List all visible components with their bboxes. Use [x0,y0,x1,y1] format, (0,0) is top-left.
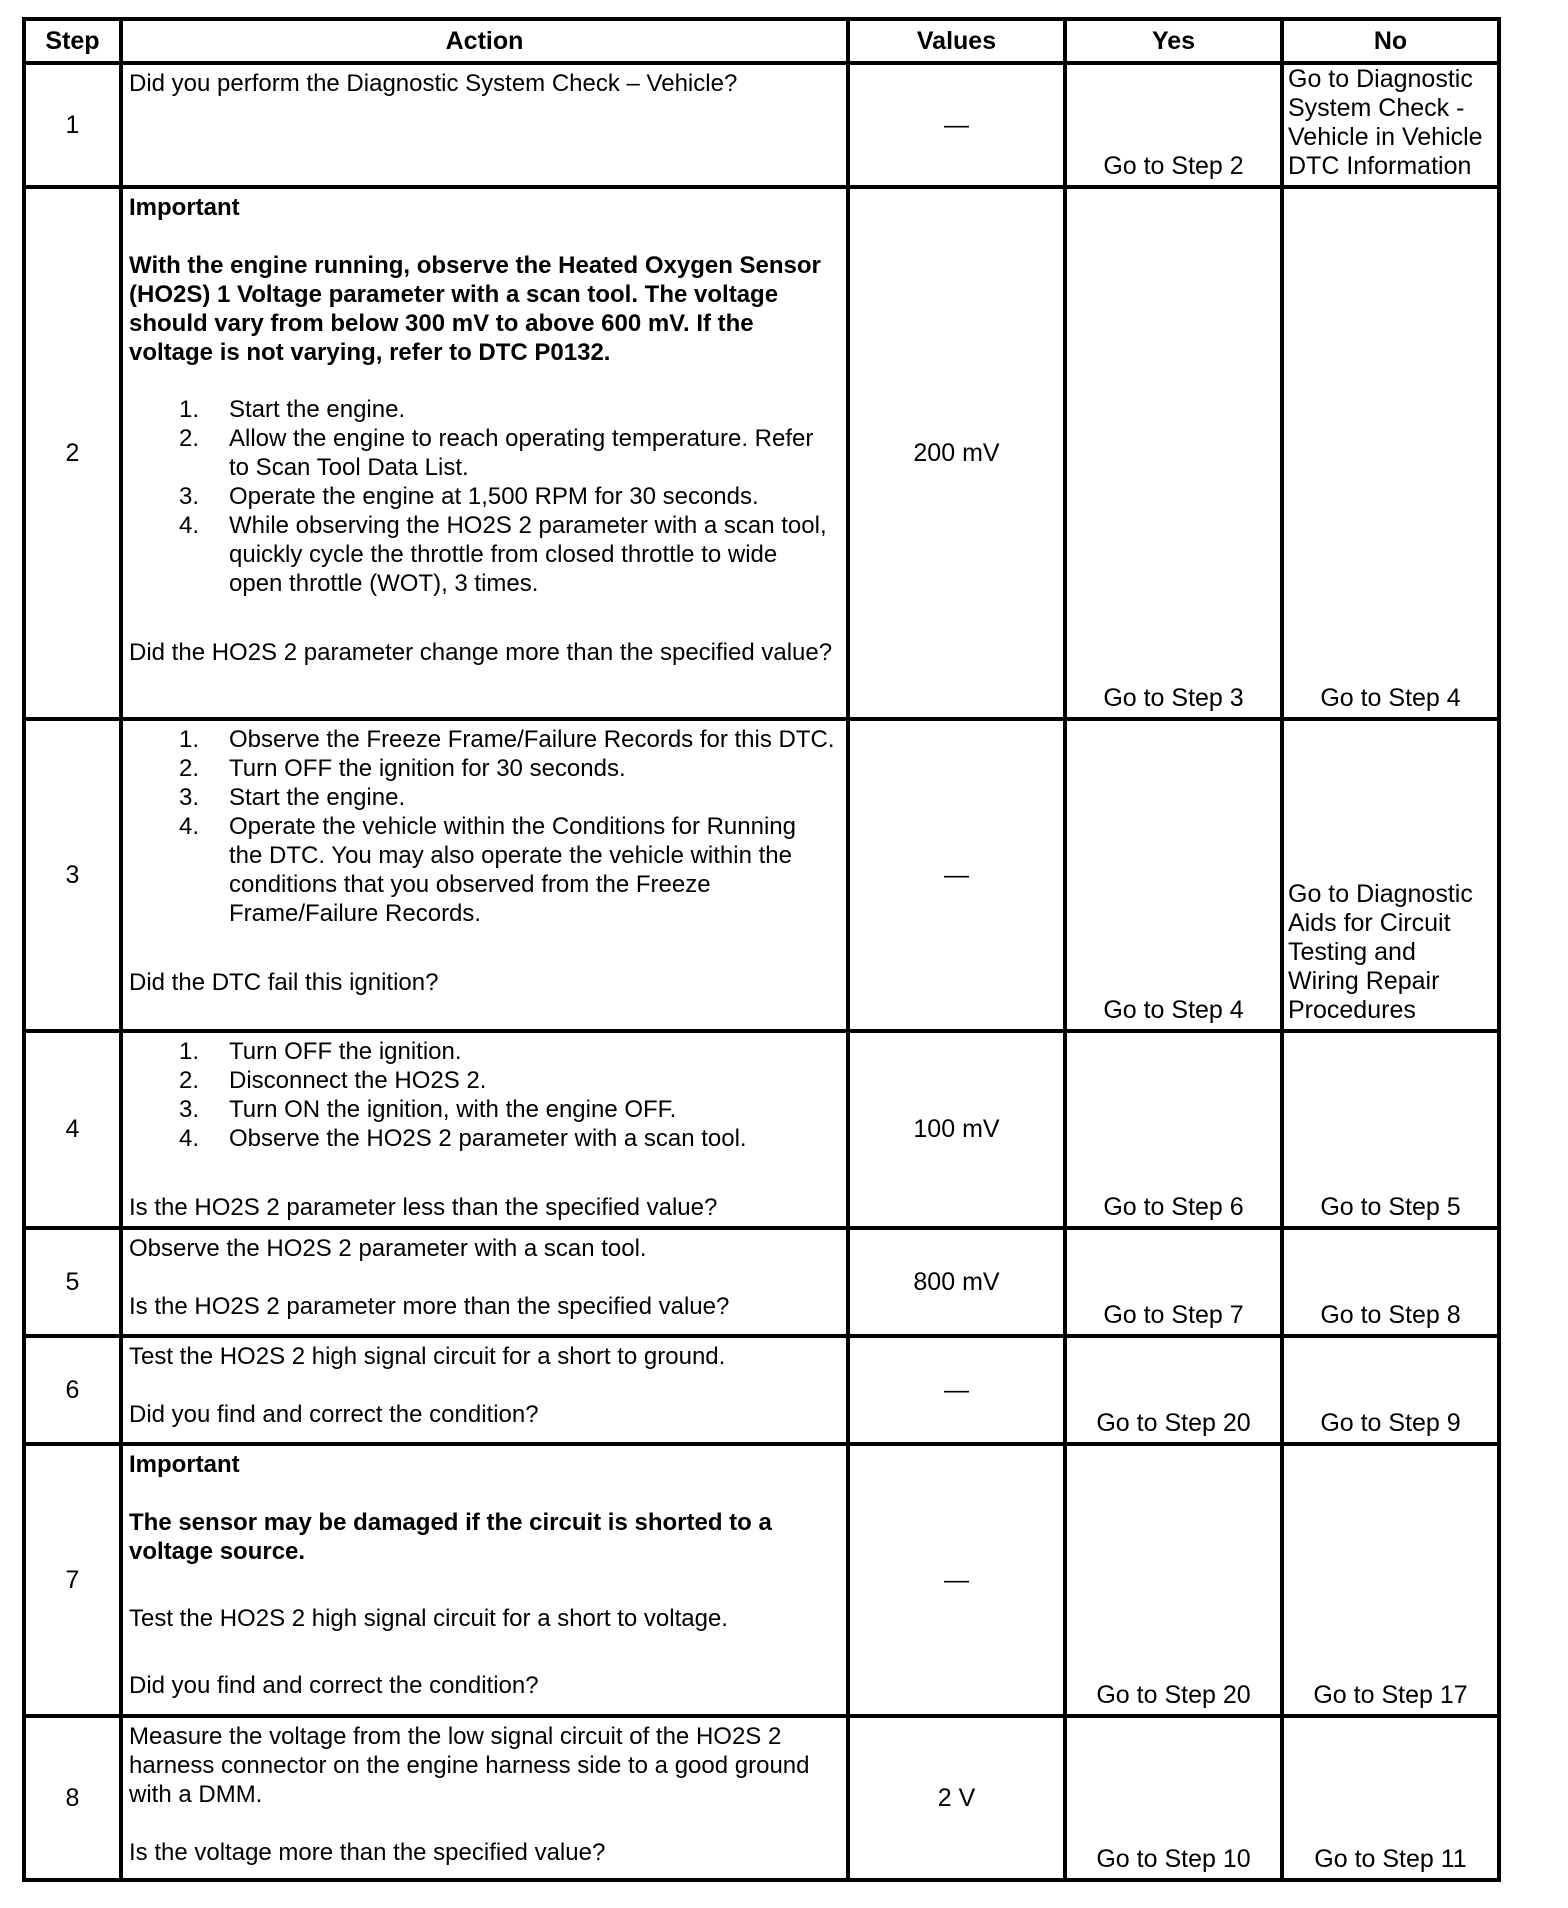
action-text: Measure the voltage from the low signal circuit of the HO2S 2 harness connector on the engine harness side to a good ground with a DMM. [129,1723,810,1808]
table-row [24,187,1499,719]
list-item: 3. Start the engine. [179,784,406,811]
no-cell: Go to Step 8 [1282,1228,1499,1336]
action-text: Test the HO2S 2 high signal circuit for a short to voltage. [129,1605,728,1632]
no-cell: Go to Step 5 [1282,1031,1499,1228]
yes-cell: Go to Step 7 [1065,1228,1282,1336]
action-cell [121,719,848,1031]
step-number: 5 [24,1228,121,1336]
action-cell [121,1336,848,1444]
yes-cell: Go to Step 6 [1065,1031,1282,1228]
header-row [24,19,1499,63]
value-cell: — [848,1444,1065,1716]
no-text: Go to Diagnostic Aids for Circuit Testing and Wiring Repair Procedures [1288,880,1473,1024]
table-row [24,1444,1499,1716]
list-item: 4. While observing the HO2S 2 parameter with a scan tool, quickly cycle the throttle from closed throttle to wide open throttle (WOT), 3 times. [179,512,827,597]
header-step: Step [24,19,121,63]
action-text: Observe the HO2S 2 parameter with a scan tool. [129,1235,647,1262]
no-cell [1282,63,1499,187]
yes-cell: Go to Step 3 [1065,187,1282,719]
value-cell: 2 V [848,1716,1065,1880]
action-cell [121,1444,848,1716]
step-number: 8 [24,1716,121,1880]
yes-cell: Go to Step 4 [1065,719,1282,1031]
header-values: Values [848,19,1065,63]
value-cell: 200 mV [848,187,1065,719]
no-cell: Go to Step 4 [1282,187,1499,719]
list-item: 1. Start the engine. [179,396,406,423]
action-text: Test the HO2S 2 high signal circuit for a short to ground. [129,1343,726,1370]
step-number: 7 [24,1444,121,1716]
list-item: 1. Observe the Freeze Frame/Failure Records for this DTC. [179,726,835,753]
value-cell: — [848,63,1065,187]
yes-cell: Go to Step 10 [1065,1716,1282,1880]
important-text: The sensor may be damaged if the circuit is shorted to a voltage source. [129,1509,772,1565]
diagnostic-table [22,17,1501,1882]
step-number: 2 [24,187,121,719]
yes-cell: Go to Step 2 [1065,63,1282,187]
table-row [24,63,1499,187]
no-cell: Go to Step 11 [1282,1716,1499,1880]
important-text: With the engine running, observe the Heated Oxygen Sensor (HO2S) 1 Voltage parameter with a scan tool. The voltage should vary from below 300 mV to above 600 mV. If the voltage is not varying, refer to DTC P0132. [129,252,821,366]
list-item: 2. Disconnect the HO2S 2. [179,1067,487,1094]
table-row [24,719,1499,1031]
action-question: Is the voltage more than the specified value? [129,1839,606,1866]
list-item: 3. Turn ON the ignition, with the engine OFF. [179,1096,677,1123]
no-cell: Go to Step 9 [1282,1336,1499,1444]
step-number: 1 [24,63,121,187]
action-question: Is the HO2S 2 parameter less than the specified value? [129,1194,718,1221]
header-no: No [1282,19,1499,63]
action-question: Is the HO2S 2 parameter more than the specified value? [129,1293,730,1320]
action-question: Did the DTC fail this ignition? [129,969,439,996]
action-cell [121,1716,848,1880]
list-item: 3. Operate the engine at 1,500 RPM for 30 seconds. [179,483,759,510]
header-action: Action [121,19,848,63]
table-row [24,1716,1499,1880]
yes-cell: Go to Step 20 [1065,1336,1282,1444]
value-cell: — [848,1336,1065,1444]
value-cell: 800 mV [848,1228,1065,1336]
no-cell: Go to Step 17 [1282,1444,1499,1716]
list-item: 4. Observe the HO2S 2 parameter with a scan tool. [179,1125,747,1152]
procedure-list [129,395,836,598]
action-question: Did the HO2S 2 parameter change more than the specified value? [129,639,833,666]
action-cell [121,1031,848,1228]
step-number: 3 [24,719,121,1031]
list-item: 1. Turn OFF the ignition. [179,1038,462,1065]
list-item: 2. Turn OFF the ignition for 30 seconds. [179,755,626,782]
table-row [24,1228,1499,1336]
header-yes: Yes [1065,19,1282,63]
yes-cell: Go to Step 20 [1065,1444,1282,1716]
list-item: 4. Operate the vehicle within the Conditions for Running the DTC. You may also operate the vehicle within the conditions that you observed from the Freeze Frame/Failure Records. [179,813,796,927]
step-number: 6 [24,1336,121,1444]
value-cell: 100 mV [848,1031,1065,1228]
action-question: Did you perform the Diagnostic System Check – Vehicle? [129,70,738,97]
action-cell [121,1228,848,1336]
value-cell: — [848,719,1065,1031]
no-cell [1282,719,1499,1031]
table-row [24,1336,1499,1444]
action-question: Did you find and correct the condition? [129,1672,539,1699]
procedure-list [129,1037,836,1153]
action-cell [121,187,848,719]
important-title: Important [129,194,240,221]
action-question: Did you find and correct the condition? [129,1401,539,1428]
list-item: 2. Allow the engine to reach operating temperature. Refer to Scan Tool Data List. [179,425,814,481]
action-cell [121,63,848,187]
important-title: Important [129,1451,240,1478]
no-text: Go to Diagnostic System Check - Vehicle in Vehicle DTC Information [1288,65,1483,180]
table-row [24,1031,1499,1228]
procedure-list [129,725,836,928]
step-number: 4 [24,1031,121,1228]
